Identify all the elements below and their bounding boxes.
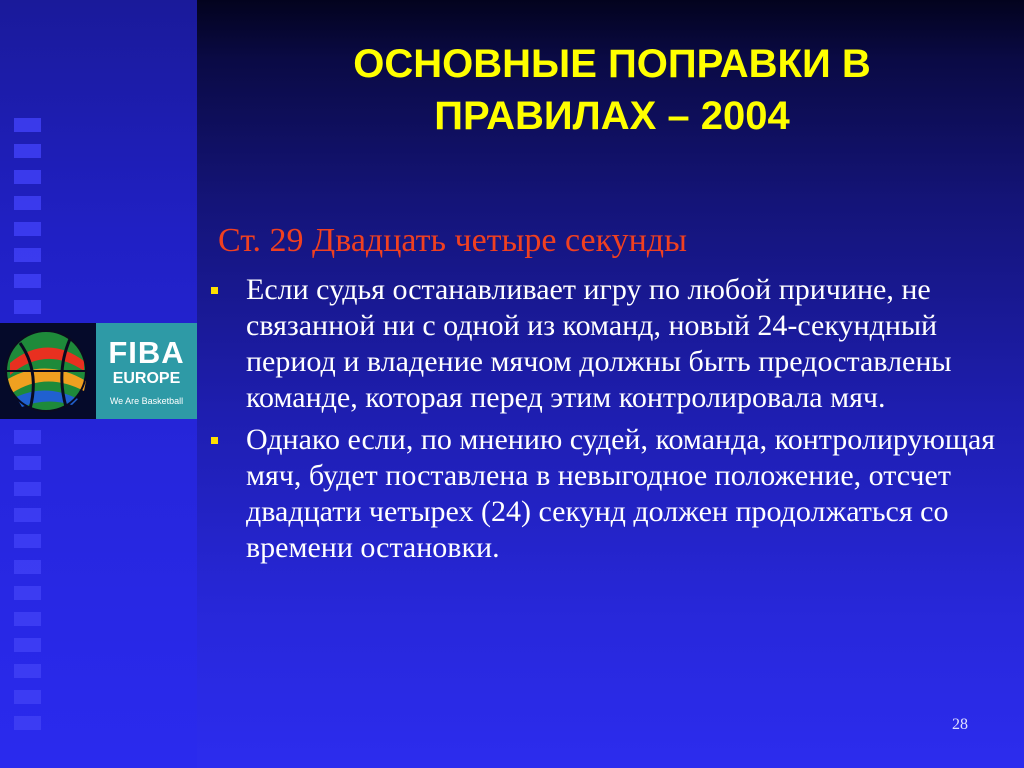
decor-stripe [14, 534, 41, 548]
page-number: 28 [952, 716, 968, 733]
decor-stripe [14, 274, 41, 288]
bullet-list [206, 272, 1006, 572]
bullet-item [206, 272, 1006, 416]
basketball-logo-icon [0, 323, 96, 419]
decor-stripe [14, 144, 41, 158]
bullet-item [206, 422, 1006, 566]
decor-stripe [14, 664, 41, 678]
bullet-text: Если судья останавливает игру по любой причине, не связанной ни с одной из команд, новый 24-секундный период и владение мячом должны быть предоставлены команде, которая перед этим контролировала мяч. [246, 273, 952, 414]
decor-stripe [14, 170, 41, 184]
bullet-text: Однако если, по мнению судей, команда, контролирующая мяч, будет поставлена в невыгодное положение, отсчет двадцати четырех (24) секунд должен продолжаться со времени остановки. [246, 423, 996, 564]
decor-stripe [14, 612, 41, 626]
fiba-logo-word: FIBA [108, 335, 185, 370]
decor-stripe [14, 638, 41, 652]
decor-stripe [14, 508, 41, 522]
decor-stripe [14, 456, 41, 470]
fiba-logo-panel [96, 323, 197, 419]
decor-stripe [14, 300, 41, 314]
stripe-column [14, 118, 41, 758]
slide-title: ОСНОВНЫЕ ПОПРАВКИ В ПРАВИЛАХ – 2004 [353, 42, 871, 138]
decor-stripe [14, 716, 41, 730]
slide-subtitle: Ст. 29 Двадцать четыре секунды [218, 222, 687, 259]
decor-stripe [14, 586, 41, 600]
decor-stripe [14, 118, 41, 132]
square-bullet-icon [211, 437, 218, 444]
decor-stripe [14, 430, 41, 444]
decor-stripe [14, 248, 41, 262]
decor-stripe [14, 196, 41, 210]
fiba-europe-logo [0, 323, 197, 419]
decor-stripe [14, 560, 41, 574]
square-bullet-icon [211, 287, 218, 294]
decor-stripe [14, 222, 41, 236]
decor-stripe [14, 690, 41, 704]
fiba-logo-tagline: We Are Basketball [109, 396, 184, 406]
fiba-logo-region: EUROPE [112, 370, 181, 387]
decor-stripe [14, 482, 41, 496]
